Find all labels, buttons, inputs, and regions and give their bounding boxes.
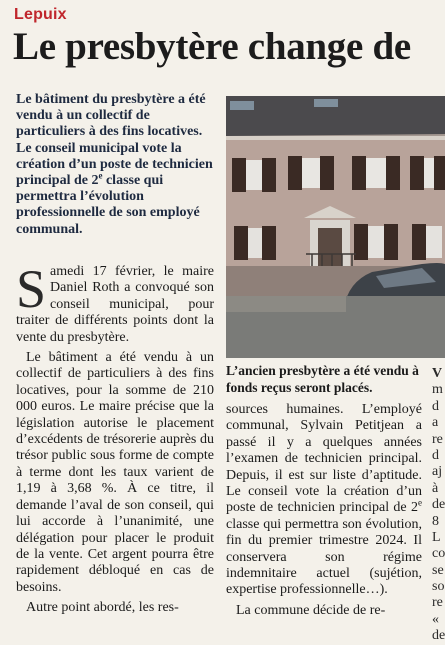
paragraph-4: sources humaines. L’employé communal, Sylvain Petitjean a passé il y a quelques années l’examen de technicien principal. Depuis, il est sur liste d’aptitude. Le conseil vote la création d’un poste de technicien principal de 2e classe qui permettra son évolution, fin du premier trimestre 2024. Il conservera son régime indemnitaire actuel (sujétion, expertise professionnelle…).	[226, 402, 422, 598]
cut-line: de	[432, 497, 445, 513]
article-intro: Le bâtiment du presbytère a été vendu à un collectif de particuliers à des fins locatives. Le conseil municipal vote la création d’un poste de technicien principal de 2e classe qui permettra l’évolution professionnelle de son employé communal.	[16, 92, 213, 237]
body-column-3-cut	[432, 366, 445, 645]
building-illustration	[226, 96, 445, 358]
body-column-1	[16, 259, 214, 621]
paragraph-1-text: amedi 17 février, le maire Daniel Roth a convoqué son conseil municipal, pour traiter de différents points dont la vente du presbytère.	[16, 264, 214, 345]
caption-line-2: fonds reçus seront placés.	[226, 380, 373, 395]
paragraph-3: Autre point abordé, les res-	[26, 600, 179, 616]
cut-line: aj	[432, 464, 443, 480]
cut-line: a	[432, 415, 439, 431]
cut-line: «	[432, 611, 439, 627]
cut-line: d	[432, 447, 439, 463]
cut-line: m	[432, 382, 443, 398]
cut-line: à	[432, 480, 439, 496]
cut-line: se	[432, 562, 444, 578]
photo-caption	[226, 362, 445, 396]
paragraph-5: La commune décide de re-	[236, 602, 386, 618]
body-column-2	[226, 402, 422, 623]
drop-cap: S	[16, 259, 47, 319]
section-kicker: Lepuix	[14, 6, 67, 23]
cut-line: 8	[432, 513, 439, 529]
cut-line: de	[432, 628, 445, 644]
cut-line: co	[432, 546, 445, 562]
article-headline: Le presbytère change de	[13, 25, 411, 68]
caption-line-1: L’ancien presbytère a été vendu à	[226, 363, 419, 378]
paragraph-2: Le bâtiment a été vendu à un collectif de particuliers à des fins locatives, pour la somme de 210 000 euros. Le maire précise que la législation autorise le placement d’excédents de trésorerie auprès du trésor public sous forme de compte à terme dont les taux varient de 1,19 à 3,68 %. À ce titre, il demande l’aval de son conseil, qui lui accorde à l’unanimité, une délégation pour placer le produit de la vente. Cet argent pourra être rapidement débloqué en cas de besoins.	[16, 350, 214, 595]
paragraph-1	[16, 259, 214, 346]
cut-line: re	[432, 595, 443, 611]
cut-line: re	[432, 431, 443, 447]
cut-line: so	[432, 579, 445, 595]
presbytery-photo	[226, 96, 445, 358]
cut-line: L	[432, 529, 441, 545]
cut-line: V	[432, 366, 443, 381]
cut-line: d	[432, 398, 439, 414]
